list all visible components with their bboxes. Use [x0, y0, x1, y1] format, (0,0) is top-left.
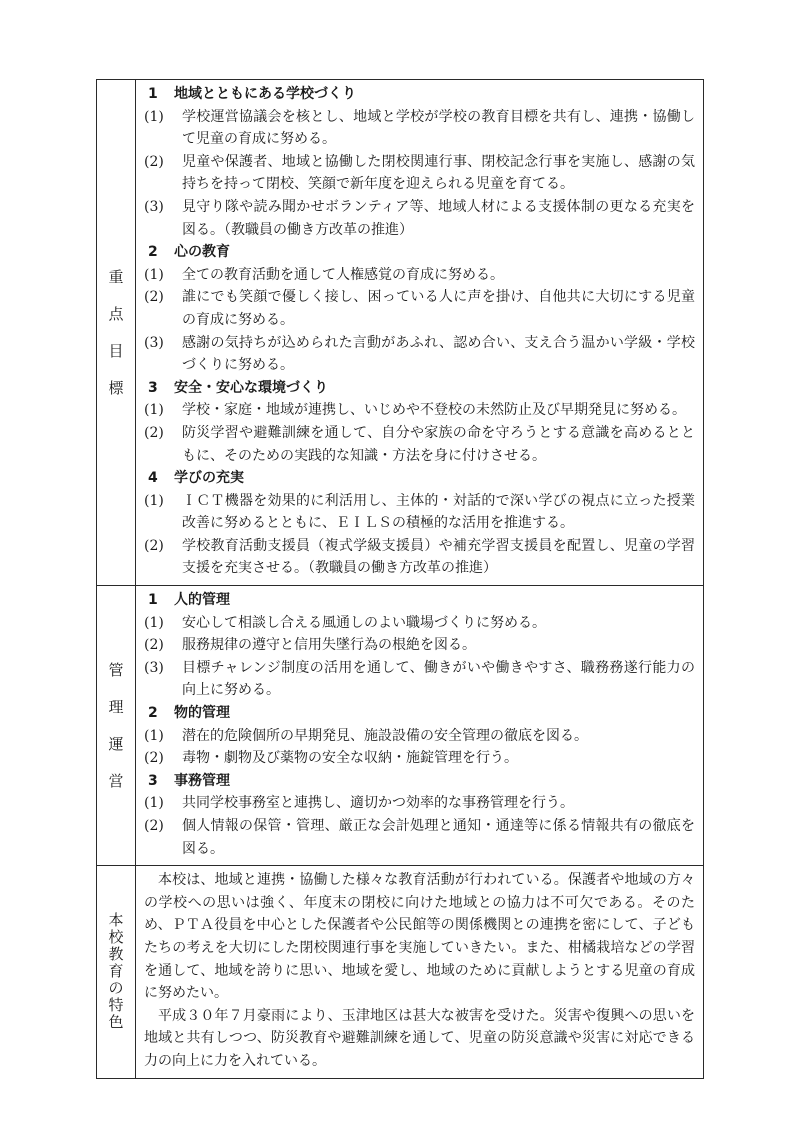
item-number: (1) — [144, 492, 164, 509]
paragraph: 平成３０年７月豪雨により、玉津地区は甚大な被害を受けた。災害や復興への思いを地域と共有しつつ、防災教育や避難訓練を通して、児童の防災意識や災害に対応できる力の向上に力を入れている。 — [144, 1007, 695, 1069]
block-heading: 3 安全・安心な環境づくり — [148, 379, 328, 396]
item-number: (2) — [144, 424, 164, 441]
list-item — [144, 815, 695, 860]
section-row-priority-goals — [97, 80, 704, 586]
item-text: 学校・家庭・地域が連携し、いじめや不登校の未然防止及び早期発見に努める。 — [182, 402, 686, 419]
list-item — [144, 490, 695, 535]
list-item — [144, 196, 695, 241]
block-heading: 2 物的管理 — [148, 705, 230, 722]
item-number: (2) — [144, 637, 164, 654]
list-item — [144, 657, 695, 702]
item-number: (3) — [144, 659, 164, 676]
item-number: (2) — [144, 537, 164, 554]
list-item — [144, 747, 695, 770]
item-number: (3) — [144, 198, 164, 215]
item-text: 学校教育活動支援員（複式学級支援員）や補充学習支援員を配置し、児童の学習支援を充実させる。（教職員の働き方改革の推進） — [182, 537, 695, 577]
item-text: 毒物・劇物及び薬物の安全な収納・施錠管理を行う。 — [182, 750, 518, 767]
item-number: (1) — [144, 266, 164, 283]
item-number: (1) — [144, 402, 164, 419]
item-text: 全ての教育活動を通して人権感覚の育成に努める。 — [182, 266, 504, 283]
section-label-school-features: 本 校 教 育 の 特 色 — [108, 911, 124, 1032]
school-plan-table — [96, 79, 704, 1079]
item-text: 児童や保護者、地域と協働した閉校関連行事、閉校記念行事を実施し、感謝の気持ちを持って閉校、笑顔で新年度を迎えられる児童を育てる。 — [182, 153, 695, 193]
section-row-management — [97, 586, 704, 866]
section-label-cell — [97, 866, 136, 1078]
item-number: (1) — [144, 614, 164, 631]
list-item — [144, 151, 695, 196]
list-item — [144, 725, 695, 748]
block-heading: 2 心の教育 — [148, 244, 230, 261]
block-heading: 1 人的管理 — [148, 592, 230, 609]
section-row-school-features — [97, 866, 704, 1078]
item-text: 服務規律の遵守と信用失墜行為の根絶を図る。 — [182, 637, 476, 654]
item-number: (2) — [144, 153, 164, 170]
item-text: 目標チャレンジ制度の活用を通して、働きがいや働きやすさ、職務務遂行能力の向上に努める。 — [182, 659, 695, 699]
section-label-priority-goals: 重 点 目 標 — [108, 267, 124, 397]
block-heading: 1 地域とともにある学校づくり — [148, 86, 356, 102]
list-item — [144, 399, 695, 422]
item-text: 個人情報の保管・管理、厳正な会計処理と通知・通達等に係る情報共有の徹底を図る。 — [182, 818, 695, 857]
item-text: 誰にでも笑顔で優しく接し、困っている人に声を掛け、自他共に大切にする児童の育成に努める。 — [182, 289, 695, 328]
item-number: (1) — [144, 795, 164, 812]
item-text: 見守り隊や読み聞かせボランティア等、地域人材による支援体制の更なる充実を図る。（教職員の働き方改革の推進） — [182, 198, 695, 238]
list-item — [144, 332, 695, 377]
list-item — [144, 264, 695, 287]
list-item — [144, 106, 695, 151]
paragraph: 本校は、地域と連携・協働した様々な教育活動が行われている。保護者や地域の方々の学校への思いは強く、年度末の閉校に向けた地域との協力は不可欠である。そのため、ＰＴＡ役員を中心とした保護者や公民館等の関係機関との連携を密にして、子どもたちの考えを大切にした閉校関連行事を実施していきたい。また、柑橘栽培などの学習を通して、地域を誇りに思い、地域を愛し、地域のために貢献しようとする児童の育成に努めたい。 — [144, 872, 695, 1002]
item-text: 防災学習や避難訓練を通して、自分や家族の命を守ろうとする意識を高めるとともに、そのための実践的な知識・方法を身に付けさせる。 — [182, 424, 695, 464]
item-number: (3) — [144, 334, 164, 351]
item-number: (2) — [144, 818, 164, 834]
item-number: (2) — [144, 289, 164, 306]
list-item — [144, 634, 695, 657]
item-text: 安心して相談し合える風通しのよい職場づくりに努める。 — [182, 614, 546, 631]
section-body-cell — [136, 80, 704, 586]
section-label-cell — [97, 586, 136, 866]
item-number: (1) — [144, 727, 164, 744]
item-text: 共同学校事務室と連携し、適切かつ効率的な事務管理を行う。 — [182, 795, 574, 812]
block-heading: 4 学びの充実 — [148, 470, 244, 487]
section-label-cell — [97, 80, 136, 586]
item-text: 感謝の気持ちが込められた言動があふれ、認め合い、支え合う温かい学級・学校づくりに努める。 — [182, 334, 695, 374]
item-number: (1) — [144, 108, 164, 125]
section-body-cell — [136, 586, 704, 866]
item-text: 学校運営協議会を核とし、地域と学校が学校の教育目標を共有し、連携・協働して児童の育成に努める。 — [182, 108, 695, 148]
section-label-management: 管 理 運 営 — [108, 660, 124, 790]
list-item — [144, 422, 695, 467]
list-item — [144, 612, 695, 635]
item-number: (2) — [144, 750, 164, 767]
section-body-cell — [136, 866, 704, 1078]
list-item — [144, 286, 695, 331]
list-item — [144, 792, 695, 815]
list-item — [144, 535, 695, 580]
block-heading: 3 事務管理 — [148, 772, 230, 789]
item-text: ＩＣＴ機器を効果的に利活用し、主体的・対話的で深い学びの視点に立った授業改善に努めるとともに、ＥＩＬＳの積極的な活用を推進する。 — [182, 492, 695, 532]
item-text: 潜在的危険個所の早期発見、施設設備の安全管理の徹底を図る。 — [182, 727, 588, 744]
